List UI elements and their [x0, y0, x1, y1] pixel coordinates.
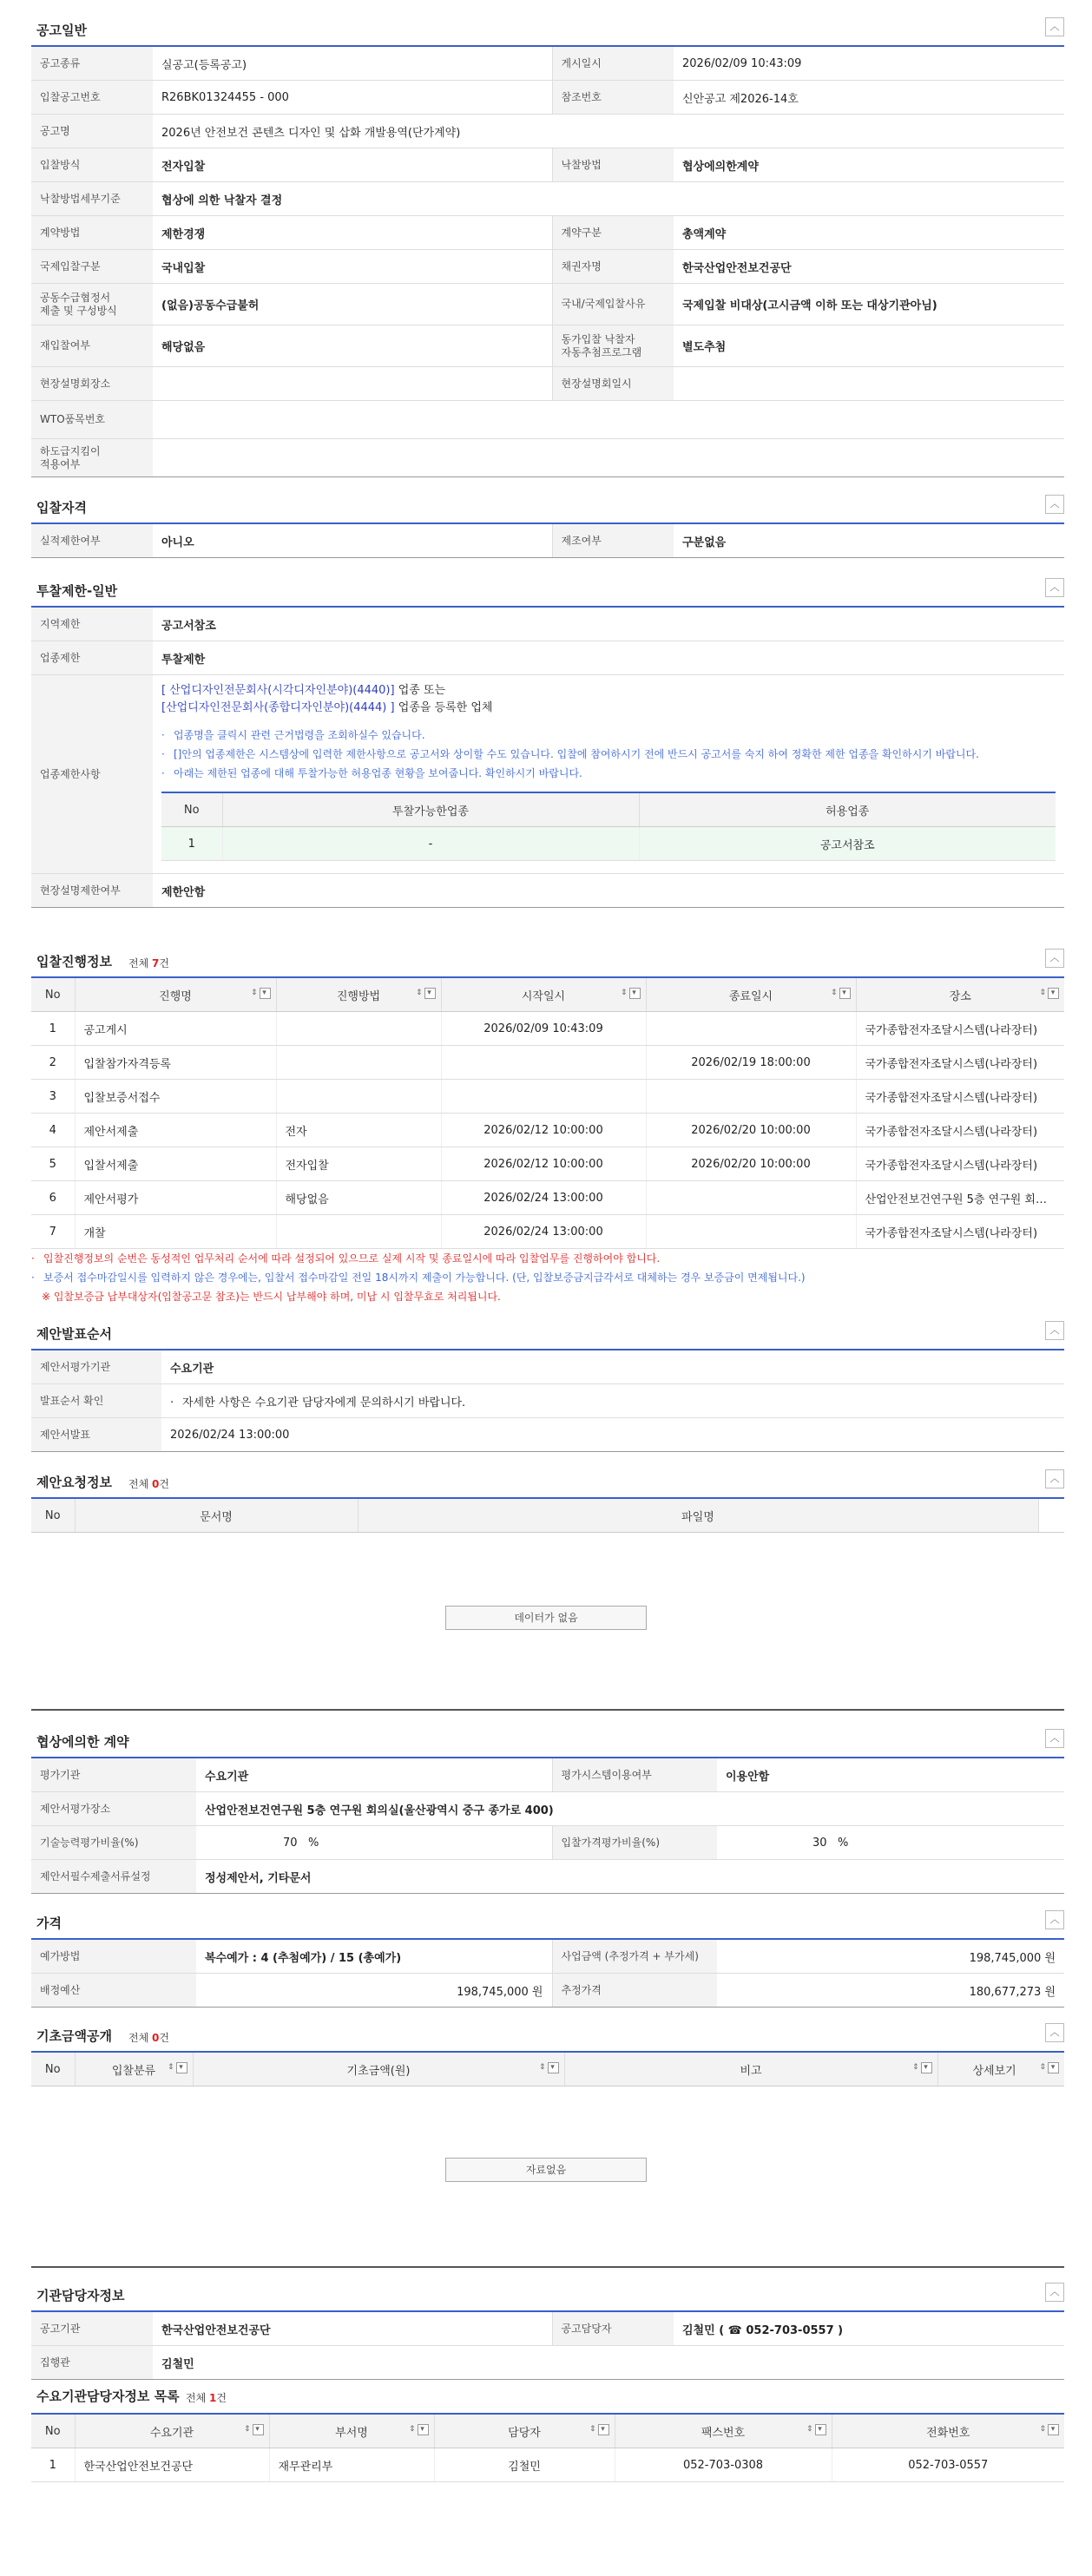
count-label [128, 1476, 169, 1491]
count: 0 [152, 1478, 160, 1490]
text: 전체 [186, 2392, 209, 2404]
progress-note: · 입찰진행정보의 순번은 동성적인 업무처리 순서에 따라 설정되어 있으므로 실제 시작 및 종료일시에 따라 입찰업무를 진행하여야 합니다. [31, 1252, 661, 1265]
cell: 1 [31, 1012, 75, 1046]
text: 건 [159, 957, 169, 969]
column-header: 허용업종 [639, 792, 1056, 827]
value: 198,745,000 원 [196, 1974, 552, 2008]
table-row [31, 1012, 1064, 1046]
value [674, 367, 1064, 401]
cell: 국가종합전자조달시스템(나라장터) [856, 1080, 1064, 1114]
section-title: 공고일반 [36, 23, 87, 38]
count-label [186, 2390, 227, 2405]
column-header: No [31, 978, 75, 1012]
cell: 1 [161, 827, 222, 861]
collapse-toggle-icon[interactable]: ︿ [1045, 2283, 1064, 2302]
label: WTO품목번호 [31, 401, 153, 439]
cell: 입찰서제출 [75, 1147, 276, 1181]
collapse-toggle-icon[interactable]: ︿ [1045, 949, 1064, 968]
value: 해당없음 [153, 325, 552, 367]
column-header-sortable[interactable] [75, 2415, 269, 2448]
cell: - [222, 827, 639, 861]
value: 한국산업안전보건공단 [674, 250, 1064, 284]
allowed-industry-table [161, 792, 1056, 861]
label: 공동수급협정서 제출 및 구성방식 [31, 284, 153, 325]
text: 업종을 등록한 업체 [394, 701, 493, 714]
note: []안의 업종제한은 시스템상에 입력한 제한사항으로 공고서와 상이할 수도 있습니다. 입찰에 참여하시기 전에 반드시 공고서를 숙지 하여 정확한 제한 업종을 확인하시기 바랍니다. [174, 748, 979, 760]
column-header: 문서명 [75, 1499, 358, 1533]
value: 아니오 [153, 524, 552, 558]
column-header: No [31, 1499, 75, 1533]
label: 참조번호 [552, 81, 674, 115]
label: 제안서평가기관 [31, 1350, 161, 1384]
text: 전화번호 [926, 2426, 970, 2440]
count-label [128, 2030, 169, 2045]
label: 기술능력평가비율(%) [31, 1826, 196, 1860]
section-base-amount [31, 2023, 1064, 2086]
value: 70 [283, 1836, 298, 1850]
value: 180,677,273 원 [717, 1974, 1064, 2008]
label: 발표순서 확인 [31, 1384, 161, 1418]
cell: 2 [31, 1046, 75, 1080]
general-table [31, 47, 1064, 477]
request-table [31, 1499, 1064, 1533]
sort-icon[interactable]: ⇕ ▾ [251, 988, 271, 999]
no-data-button[interactable]: 자료없음 [445, 2158, 647, 2182]
table-row [31, 1114, 1064, 1147]
value: 정성제안서, 기타문서 [196, 1860, 1064, 1894]
spacer [1038, 1499, 1064, 1533]
value: 공고서참조 [153, 608, 1064, 641]
column-header-sortable[interactable] [564, 2053, 937, 2086]
value: 198,745,000 원 [717, 1940, 1064, 1974]
cell: 재무관리부 [269, 2448, 434, 2482]
value: 복수예가 : 4 (추첨예가) / 15 (총예가) [196, 1940, 552, 1974]
text: 진행방법 [336, 989, 381, 1003]
value: 별도추첨 [674, 325, 1064, 367]
value: 2026/02/09 10:43:09 [674, 47, 1064, 81]
section-contact [31, 2283, 1064, 2380]
cell: 국가종합전자조달시스템(나라장터) [856, 1215, 1064, 1249]
section-qualification [31, 495, 1064, 558]
sort-icon[interactable]: ⇕ ▾ [416, 988, 436, 999]
column-header-sortable[interactable] [269, 2415, 434, 2448]
value: 협상에 의한 낙찰자 결정 [153, 182, 1064, 216]
table-row [31, 2448, 1064, 2482]
collapse-toggle-icon[interactable]: ︿ [1045, 1321, 1064, 1340]
label: 추정가격 [552, 1974, 717, 2008]
sort-icon[interactable]: ⇕ ▾ [409, 2424, 429, 2435]
label: 현장설명제한여부 [31, 874, 153, 908]
progress-note [42, 1289, 501, 1304]
note: 보증서 접수마감일시를 입력하지 않은 경우에는, 입찰서 접수마감일 전일 18시까지 제출이 가능합니다. (단, 입찰보증금지급각서로 대체하는 경우 보증금이 면제됩니다.) [43, 1272, 806, 1284]
cell: 국가종합전자조달시스템(나라장터) [856, 1114, 1064, 1147]
collapse-toggle-icon[interactable]: ︿ [1045, 578, 1064, 597]
collapse-toggle-icon[interactable]: ︿ [1045, 1729, 1064, 1748]
count: 7 [152, 957, 160, 969]
section-title: 협상에의한 계약 [36, 1734, 129, 1750]
text: 건 [159, 1478, 169, 1490]
label: 채권자명 [552, 250, 674, 284]
label: 제안서발표 [31, 1418, 161, 1452]
text: 입찰분류 [111, 2064, 156, 2078]
label: 제안서필수제출서류설정 [31, 1860, 196, 1894]
table-row [31, 1215, 1064, 1249]
cell: 전자입찰 [276, 1147, 441, 1181]
label: 제안서평가장소 [31, 1792, 196, 1826]
label: 예가방법 [31, 1940, 196, 1974]
text: 팩스번호 [701, 2426, 746, 2440]
text: 건 [216, 2392, 227, 2404]
section-title: 입찰진행정보 [36, 954, 112, 969]
cell: 1 [31, 2448, 75, 2482]
text: 상세보기 [972, 2064, 1016, 2078]
value: 제한경쟁 [153, 216, 552, 250]
sort-icon[interactable]: ⇕ ▾ [244, 2424, 264, 2435]
cell: 입찰보증서접수 [75, 1080, 276, 1114]
text: 수요기관 [149, 2426, 194, 2440]
cell: 입찰참가자격등록 [75, 1046, 276, 1080]
progress-note: · 보증서 접수마감일시를 입력하지 않은 경우에는, 입찰서 접수마감일 전일 18시까지 제출이 가능합니다. (단, 입찰보증금지급각서로 대체하는 경우 보증금이 면제됩니다.) [31, 1272, 806, 1284]
cell: 전자 [276, 1114, 441, 1147]
label: 국제입찰구분 [31, 250, 153, 284]
value: 2026/02/24 13:00:00 [161, 1418, 1064, 1452]
section-request [31, 1469, 1064, 1533]
label: 입찰가격평가비율(%) [552, 1826, 717, 1860]
cell [276, 1215, 441, 1249]
value: 신안공고 제2026-14호 [674, 81, 1064, 115]
sort-icon[interactable]: ⇕ ▾ [539, 2062, 559, 2073]
label: 배정예산 [31, 1974, 196, 2008]
text: 시작일시 [521, 989, 566, 1003]
cell: 공고서참조 [639, 827, 1056, 861]
cell: 052-703-0308 [615, 2448, 832, 2482]
value: 전자입찰 [153, 148, 552, 182]
cell: 2026/02/20 10:00:00 [646, 1147, 856, 1181]
text: 전체 [128, 957, 152, 969]
sort-icon[interactable]: ⇕ ▾ [831, 988, 851, 999]
count-label [128, 956, 169, 970]
label: 업종제한 [31, 641, 153, 675]
table-row [31, 1080, 1064, 1114]
text: 건 [159, 2032, 169, 2044]
column-header: No [31, 2053, 75, 2086]
cell: 2026/02/24 13:00:00 [441, 1181, 646, 1215]
value: 한국산업안전보건공단 [153, 2312, 552, 2346]
section-title: 입찰자격 [36, 500, 87, 516]
cell: 국가종합전자조달시스템(나라장터) [856, 1147, 1064, 1181]
label: 제조여부 [552, 524, 674, 558]
cell: 4 [31, 1114, 75, 1147]
column-header-sortable[interactable] [856, 978, 1064, 1012]
note: 아래는 제한된 업종에 대해 투찰가능한 허용업종 현황을 보여줍니다. 확인하시기 바랍니다. [174, 767, 582, 779]
value: 김철민 ( ☎ 052-703-0557 ) [674, 2312, 1064, 2346]
count: 0 [152, 2032, 160, 2044]
value: 실공고(등록공고) [153, 47, 552, 81]
value: 수요기관 [161, 1350, 1064, 1384]
value: (없음)공동수급불허 [153, 284, 552, 325]
divider [31, 1709, 1064, 1711]
cell [276, 1046, 441, 1080]
collapse-toggle-icon[interactable]: ︿ [1045, 495, 1064, 514]
section-title: 기초금액공개 [36, 2028, 112, 2044]
text: 업종 또는 [394, 684, 446, 697]
section-title: 수요기관담당자정보 목록 [36, 2389, 180, 2404]
label: 현장설명회장소 [31, 367, 153, 401]
label: 실적제한여부 [31, 524, 153, 558]
sort-icon[interactable]: ⇕ ▾ [806, 2424, 826, 2435]
cell [276, 1080, 441, 1114]
value: 국제입찰 비대상(고시금액 이하 또는 대상기관아님) [674, 284, 1064, 325]
value: 수요기관 [196, 1758, 552, 1792]
label: 공고명 [31, 115, 153, 148]
section-title: 가격 [36, 1916, 62, 1931]
column-header: No [161, 792, 222, 827]
table-row [31, 1181, 1064, 1215]
label: 지역제한 [31, 608, 153, 641]
value: 이용안함 [717, 1758, 1064, 1792]
section-progress [31, 949, 1064, 1249]
column-header-sortable[interactable] [75, 978, 276, 1012]
section-title: 제안발표순서 [36, 1326, 112, 1342]
section-presentation: 제안발표순서 ︿ 제안서평가기관 수요기관 발표순서 확인 · 자세한 사항은 수요기관 담당자에게 문의하시기 바랍니다. 제안서발표 2026/02/24 13:00:00 [31, 1321, 1064, 1452]
value [153, 401, 1064, 439]
text: 전체 [128, 2032, 152, 2044]
label: 평가시스템이용여부 [552, 1758, 717, 1792]
note: 입찰진행정보의 순번은 동성적인 업무처리 순서에 따라 설정되어 있으므로 실제 시작 및 종료일시에 따라 입찰업무를 진행하여야 합니다. [43, 1252, 661, 1265]
cell: 김철민 [434, 2448, 615, 2482]
base-amount-table [31, 2053, 1064, 2086]
value: 투찰제한 [153, 641, 1064, 675]
section-general [31, 17, 1064, 477]
label: 동가입찰 낙찰자 자동추첨프로그램 [552, 325, 674, 367]
count: 1 [209, 2392, 217, 2404]
value: 30 [812, 1836, 827, 1850]
label: 낙찰방법세부기준 [31, 182, 153, 216]
no-data-button[interactable]: 데이터가 없음 [445, 1606, 647, 1630]
table-row [31, 1147, 1064, 1181]
cell: 2026/02/12 10:00:00 [441, 1147, 646, 1181]
notice-name: 2026년 안전보건 콘텐츠 디자인 및 삽화 개발용역(단가계약) [153, 115, 1064, 148]
note: 업종명을 클릭시 관련 근거법령을 조회하실수 있습니다. [174, 729, 425, 741]
sort-icon[interactable]: ⇕ ▾ [1039, 2424, 1059, 2435]
unit: % [837, 1836, 849, 1850]
cell: 개찰 [75, 1215, 276, 1249]
cell: 한국산업안전보건공단 [75, 2448, 269, 2482]
cell: 6 [31, 1181, 75, 1215]
cell: 2026/02/09 10:43:09 [441, 1012, 646, 1046]
value: 김철민 [153, 2346, 1064, 2380]
cell [646, 1012, 856, 1046]
column-header-sortable[interactable] [832, 2415, 1064, 2448]
label: 재입찰여부 [31, 325, 153, 367]
cell: 해당없음 [276, 1181, 441, 1215]
label: 입찰공고번호 [31, 81, 153, 115]
value: 협상에의한계약 [674, 148, 1064, 182]
column-header-sortable[interactable] [441, 978, 646, 1012]
section-title: 제안요청정보 [36, 1475, 112, 1490]
label: 국내/국제입찰사유 [552, 284, 674, 325]
sort-icon[interactable]: ⇕ ▾ [621, 988, 641, 999]
collapse-toggle-icon[interactable]: ︿ [1045, 1469, 1064, 1488]
label: 사업금액 (추정가격 + 부가세) [552, 1940, 717, 1974]
label: 업종제한사항 [31, 675, 153, 874]
value: 제한안함 [153, 874, 1064, 908]
section-negotiation [31, 1729, 1064, 1894]
unit: % [307, 1836, 319, 1850]
label: 낙찰방법 [552, 148, 674, 182]
column-header-sortable[interactable] [615, 2415, 832, 2448]
cell: 제안서평가 [75, 1181, 276, 1215]
section-title: 투찰제한-일반 [36, 583, 118, 599]
label: 공고담당자 [552, 2312, 674, 2346]
cell: 052-703-0557 [832, 2448, 1064, 2482]
label: 집행관 [31, 2346, 153, 2380]
cell [276, 1012, 441, 1046]
cell: 2026/02/20 10:00:00 [646, 1114, 856, 1147]
cell: 2026/02/12 10:00:00 [441, 1114, 646, 1147]
label: 공고기관 [31, 2312, 153, 2346]
collapse-toggle-icon[interactable]: ︿ [1045, 2023, 1064, 2042]
value: 국내입찰 [153, 250, 552, 284]
column-header: No [31, 2415, 75, 2448]
demand-table [31, 2415, 1064, 2482]
label: 현장설명회일시 [552, 367, 674, 401]
column-header: 투찰가능한업종 [222, 792, 639, 827]
label: 게시일시 [552, 47, 674, 81]
industry-link[interactable]: [산업디자인전문회사(종합디자인분야)(4444) ] [161, 701, 395, 714]
section-demand [31, 2383, 1064, 2482]
text: 장소 [949, 989, 971, 1003]
text: 비고 [740, 2064, 762, 2078]
cell: 3 [31, 1080, 75, 1114]
bid-number: R26BK01324455 - 000 [153, 81, 552, 115]
cell [441, 1080, 646, 1114]
value [153, 439, 1064, 477]
text: 부서명 [335, 2426, 368, 2440]
label: 계약방법 [31, 216, 153, 250]
label: 하도급지킴이 적용여부 [31, 439, 153, 477]
sort-icon[interactable]: ⇕ ▾ [912, 2062, 932, 2073]
value: 자세한 사항은 수요기관 담당자에게 문의하시기 바랍니다. [182, 1396, 466, 1410]
sort-icon[interactable]: ⇕ ▾ [168, 2062, 187, 2073]
cell: 국가종합전자조달시스템(나라장터) [856, 1046, 1064, 1080]
cell: 국가종합전자조달시스템(나라장터) [856, 1012, 1064, 1046]
cell [646, 1215, 856, 1249]
divider [31, 2266, 1064, 2268]
text: 종료일시 [728, 989, 773, 1003]
value: 구분없음 [674, 524, 1064, 558]
label: 입찰방식 [31, 148, 153, 182]
section-price [31, 1910, 1064, 2008]
value [153, 367, 552, 401]
industry-link[interactable]: [ 산업디자인전문회사(시각디자인분야)(4440)] [161, 684, 395, 697]
column-header-sortable[interactable] [937, 2053, 1064, 2086]
column-header-sortable[interactable] [193, 2053, 564, 2086]
cell: 2026/02/24 13:00:00 [441, 1215, 646, 1249]
table-row [31, 1046, 1064, 1080]
column-header-sortable[interactable] [434, 2415, 615, 2448]
note: ※ 입찰보증금 납부대상자(입찰공고문 참조)는 반드시 납부해야 하며, 미납 시 입찰무효로 처리됩니다. [42, 1291, 501, 1303]
label: 평가기관 [31, 1758, 196, 1792]
cell [646, 1080, 856, 1114]
sort-icon[interactable]: ⇕ ▾ [1039, 988, 1059, 999]
collapse-toggle-icon[interactable]: ︿ [1045, 17, 1064, 36]
value: 총액계약 [674, 216, 1064, 250]
text: 기초금액(원) [346, 2064, 411, 2078]
cell [646, 1181, 856, 1215]
column-header-sortable[interactable] [646, 978, 856, 1012]
column-header-sortable[interactable] [276, 978, 441, 1012]
text: 담당자 [508, 2426, 541, 2440]
collapse-toggle-icon[interactable]: ︿ [1045, 1910, 1064, 1929]
cell: 공고게시 [75, 1012, 276, 1046]
progress-table [31, 978, 1064, 1249]
sort-icon[interactable]: ⇕ ▾ [589, 2424, 609, 2435]
cell: 산업안전보건연구원 5층 연구원 회… [856, 1181, 1064, 1215]
column-header-sortable[interactable] [75, 2053, 193, 2086]
cell: 제안서제출 [75, 1114, 276, 1147]
column-header: 파일명 [358, 1499, 1038, 1533]
cell: 2026/02/19 18:00:00 [646, 1046, 856, 1080]
value: 산업안전보건연구원 5층 연구원 회의실(울산광역시 중구 종가로 400) [196, 1792, 1064, 1826]
label: 계약구분 [552, 216, 674, 250]
cell: 5 [31, 1147, 75, 1181]
text: 전체 [128, 1478, 152, 1490]
text: 진행명 [159, 989, 192, 1003]
cell: 7 [31, 1215, 75, 1249]
section-title: 기관담당자정보 [36, 2288, 125, 2303]
cell [441, 1046, 646, 1080]
section-restriction: 투찰제한-일반 ︿ 지역제한 공고서참조 업종제한 투찰제한 업종제한사항 [ 산업디자인전문회사(시각디자인분야)(4440)] 업종 또는 [산업디자인전문회사(종합디자인분야)(4444) ] 업종을 등록한 업체 · 업종명을 클릭시 관련 근거법령을 조회하실수 있습니다. · []안의 업종제한은 시스템상에 입력한 제한사항으로 공고서와 상이할 수도 있습니다. 입찰에 참여하시기 전에 반드시 공고서를 숙지 하여 정확한 제한 업종을 확인하시기 바랍니다. · 아래는 제한된 업종에 대해 투찰가능한 허용업종 현황을 보여줍니다. 확인하시기 바랍니다. No 투찰가능한업종 허용업종 1 - 공고서참조 현장설명제한여부 제한안함 [31, 578, 1064, 908]
sort-icon[interactable]: ⇕ ▾ [1039, 2062, 1059, 2073]
label: 공고종류 [31, 47, 153, 81]
